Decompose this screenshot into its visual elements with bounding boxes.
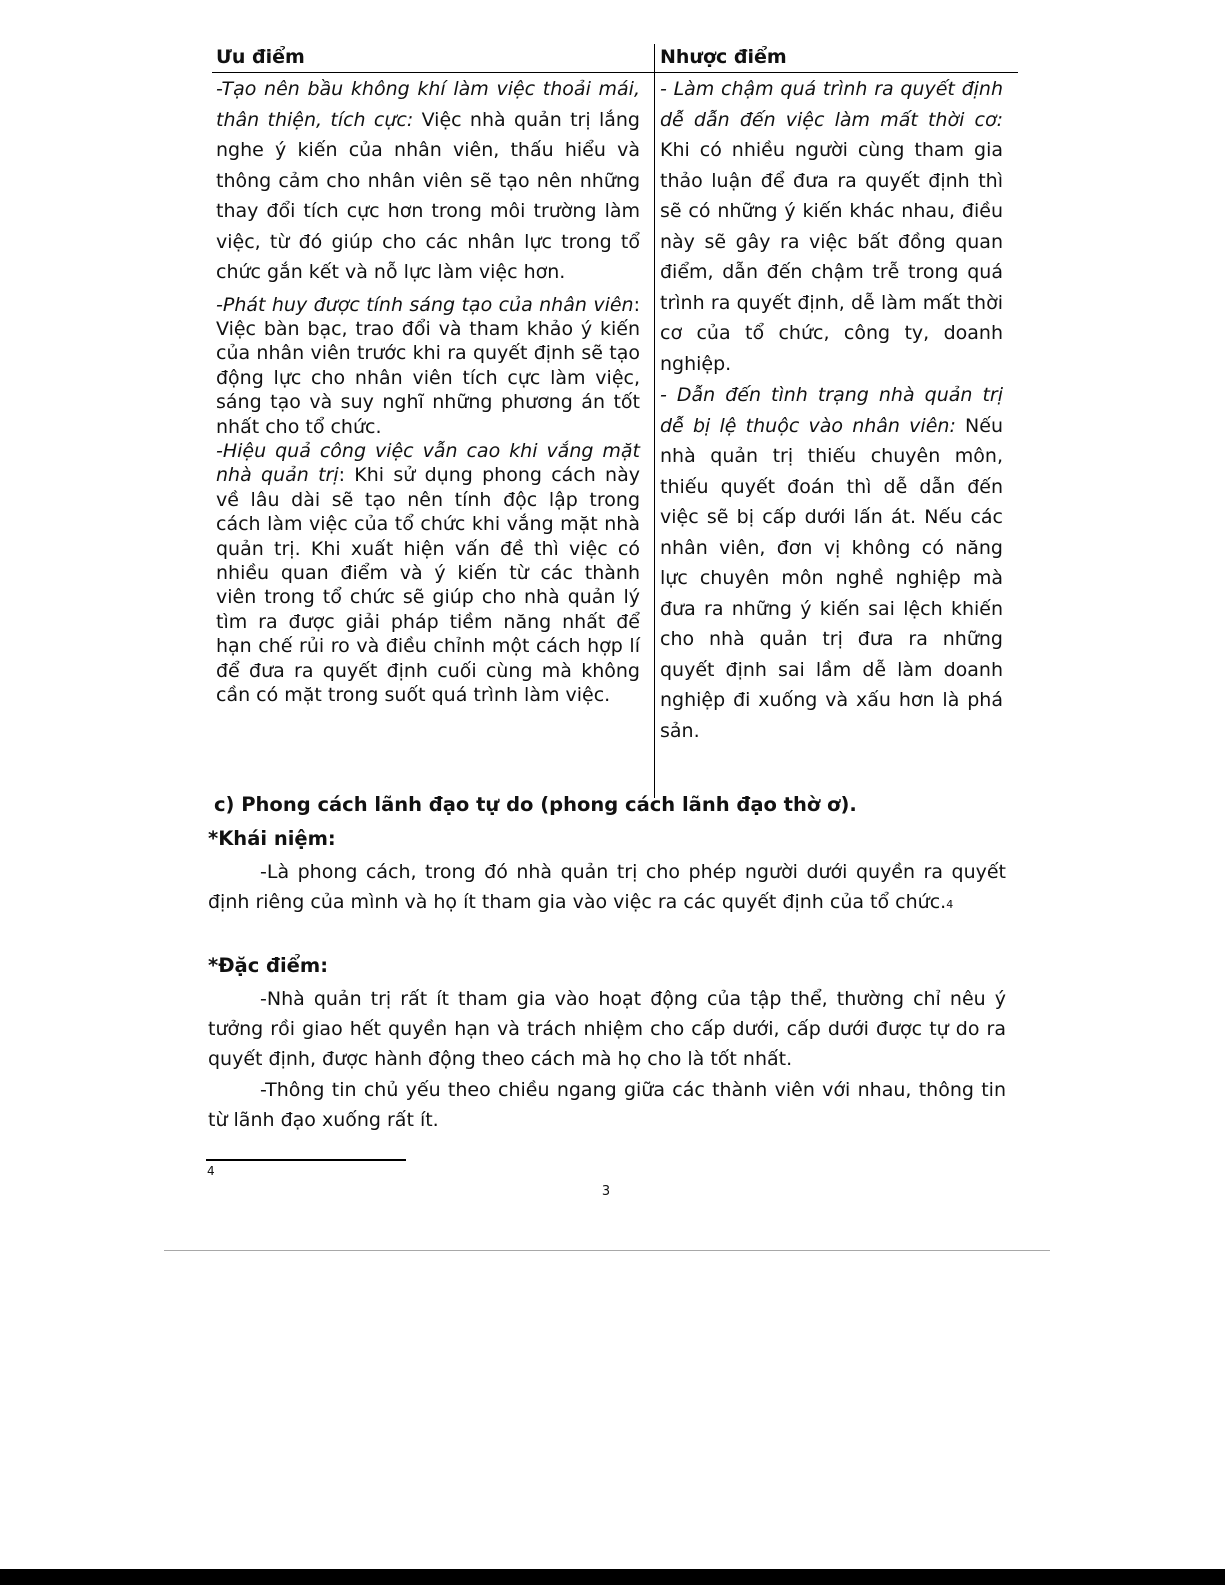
cons-column	[660, 74, 1003, 746]
pros-item-title: -Hiệu quả công việc vẫn cao khi vắng mặt nhà quản trị	[216, 439, 640, 487]
cons-item-body: Nếu nhà quản trị thiếu chuyên môn, thiếu quyết đoán thì dễ dẫn đến việc sẽ bị cấp dưới lấn át. Nếu các nhân viên, đơn vị không có năng lực chuyên môn nghề nghiệp mà đưa ra những ý kiến sai lệch khiến cho nhà quản trị đưa ra những quyết định sai lầm dễ làm doanh nghiệp đi xuống và xấu hơn là phá sản.	[660, 414, 1003, 742]
cons-column-header: Nhược điểm	[660, 46, 787, 68]
section-title: c) Phong cách lãnh đạo tự do (phong cách lãnh đạo thờ ơ).	[214, 793, 857, 816]
pros-column	[216, 74, 640, 707]
pros-cons-table	[212, 40, 1018, 798]
concept-heading: *Khái niệm:	[208, 827, 336, 850]
bottom-edge-bar	[0, 1569, 1225, 1585]
pros-item-body: : Khi sử dụng phong cách này về lâu dài sẽ tạo nên tính độc lập trong cách làm việc của tổ chức khi vắng mặt nhà quản trị. Khi xuất hiện vấn đề thì việc có nhiều quan điểm và ý kiến từ các thành viên trong tổ chức sẽ giúp cho nhà quản lý tìm ra được giải pháp tiềm năng nhất để hạn chế rủi ro và điều chỉnh một cách hợp lí để đưa ra quyết định cuối cùng mà không cần có mặt trong suốt quá trình làm việc.	[216, 464, 640, 706]
cons-item-body: Khi có nhiều người cùng tham gia thảo luận để đưa ra quyết định thì sẽ có những ý kiến khác nhau, điều này sẽ gây ra việc bất đồng quan điểm, dẫn đến chậm trễ trong quá trình ra quyết định, dễ làm mất thời cơ của tổ chức, công ty, doanh nghiệp.	[660, 139, 1003, 375]
footnote-number: 4	[207, 1164, 215, 1178]
pros-item-title: -Tạo nên bầu không khí làm việc thoải mái, thân thiện, tích cực:	[216, 78, 640, 131]
cons-item-title: - Dẫn đến tình trạng nhà quản trị dễ bị lệ thuộc vào nhân viên:	[660, 384, 1003, 437]
page-number: 3	[601, 1184, 611, 1199]
cons-item	[660, 74, 1003, 379]
pros-item-title: -Phát huy được tính sáng tạo của nhân viên	[216, 293, 634, 316]
pros-item-body: : Việc bàn bạc, trao đổi và tham khảo ý kiến của nhân viên trước khi ra quyết định sẽ tạo động lực cho nhân viên tích cực làm việc, sáng tạo và suy nghĩ những phương án tốt nhất cho tổ chức.	[216, 293, 640, 438]
page-break-line	[164, 1250, 1050, 1251]
pros-column-header: Ưu điểm	[216, 46, 305, 68]
footnote-separator	[206, 1159, 406, 1161]
features-paragraph: -Thông tin chủ yếu theo chiều ngang giữa các thành viên với nhau, thông tin từ lãnh đạo xuống rất ít.	[208, 1079, 1006, 1131]
concept-paragraph	[208, 857, 1006, 920]
table-column-divider	[654, 44, 655, 798]
table-header-rule	[212, 72, 1018, 73]
concept-text: -Là phong cách, trong đó nhà quản trị cho phép người dưới quyền ra quyết định riêng của mình và họ ít tham gia vào việc ra các quyết định của tổ chức.	[208, 861, 1006, 913]
cons-item	[660, 380, 1003, 746]
pros-item-body: Việc nhà quản trị lắng nghe ý kiến của nhân viên, thấu hiểu và thông cảm cho nhân viên sẽ tạo nên những thay đổi tích cực hơn trong môi trường làm việc, từ đó giúp cho các nhân lực trong tổ chức gắn kết và nỗ lực làm việc hơn.	[216, 108, 640, 283]
footnote-reference[interactable]: 4	[946, 898, 954, 911]
pros-item	[216, 439, 640, 707]
cons-item-title: - Làm chậm quá trình ra quyết định dễ dẫn đến việc làm mất thời cơ:	[660, 78, 1003, 131]
features-paragraph: -Nhà quản trị rất ít tham gia vào hoạt động của tập thể, thường chỉ nêu ý tưởng rồi giao hết quyền hạn và trách nhiệm cho cấp dưới, cấp dưới được tự do ra quyết định, được hành động theo cách mà họ cho là tốt nhất.	[208, 988, 1006, 1070]
features-heading: *Đặc điểm:	[208, 954, 329, 977]
pros-item	[216, 74, 640, 288]
pros-item	[216, 293, 640, 439]
